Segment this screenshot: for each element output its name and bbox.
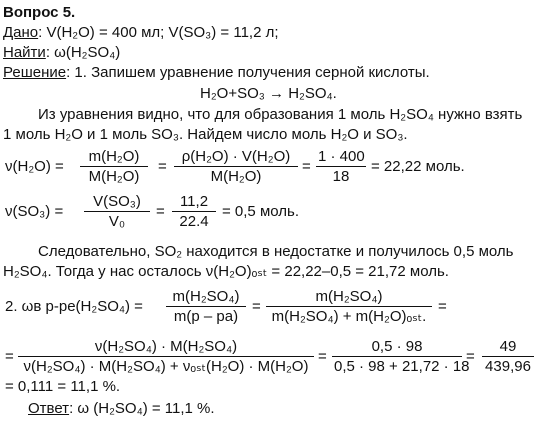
solution-text: : 1. Запишем уравнение получения серной кислоты. (66, 64, 430, 81)
eq2-lhs: ν(SO₃) = (5, 203, 64, 220)
find-text: : ω(H₂SO₄) (45, 44, 121, 61)
paragraph-1-line-1: Из уравнения видно, что для образования 1 моль H₂SO₄ нужно взять (38, 106, 523, 123)
eq3-equals-a: = (252, 298, 261, 315)
eq4-fraction-3 (482, 338, 534, 375)
find-line (3, 44, 120, 62)
eq3-lhs: 2. ωв р-ре(H₂SO₄) = (5, 298, 143, 315)
paragraph-2-line-2: H₂SO₄. Тогда у нас осталось ν(H₂O)ₒₛₜ = 22,22–0,5 = 21,72 моль. (3, 263, 449, 280)
given-label: Дано (3, 24, 39, 41)
eq2-f1-numerator: V(SO₃) (84, 193, 150, 212)
eq3-f1-denominator: m(p – pa) (173, 308, 239, 325)
eq4-fraction-2 (332, 338, 470, 375)
reaction-equation: H₂O+SO₃ → H₂SO₄. (200, 85, 337, 102)
eq1-f3-denominator: 18 (332, 168, 350, 185)
eq2-f1-denominator: V₀ (108, 213, 126, 230)
solution-line (3, 64, 430, 82)
eq1-f1-denominator: M(H₂O) (88, 168, 140, 185)
given-line (3, 24, 279, 42)
eq2-fraction-2 (172, 193, 216, 230)
eq3-f1-numerator: m(H₂SO₄) (166, 288, 246, 307)
solution-label: Решение (3, 64, 67, 81)
eq1-equals-a: = (158, 158, 167, 175)
eq1-lhs: ν(H₂O) = (5, 158, 64, 175)
given-text: : V(H₂O) = 400 мл; V(SO₃) = 11,2 л; (38, 24, 279, 41)
eq4-fraction-1 (18, 338, 314, 375)
eq2-result: = 0,5 моль. (222, 203, 300, 220)
paragraph-1-line-2: 1 моль H₂O и 1 моль SO₃. Найдем число моль H₂O и SO₃. (3, 126, 408, 143)
eq4-equals-a: = (318, 348, 327, 365)
eq3-f2-numerator: m(H₂SO₄) (266, 288, 432, 307)
final-result-line: = 0,111 = 11,1 %. (5, 378, 121, 395)
answer-line (28, 400, 215, 418)
eq2-f2-numerator: 11,2 (172, 193, 216, 212)
eq2-equals-a: = (156, 203, 165, 220)
eq4-f3-denominator: 439,96 (485, 358, 531, 375)
eq3-fraction-2 (266, 288, 432, 325)
eq2-f2-denominator: 22.4 (179, 213, 209, 230)
eq1-equals-b: = (302, 158, 311, 175)
eq1-f2-numerator: ρ(H₂O) · V(H₂O) (174, 148, 298, 167)
find-label: Найти (3, 44, 46, 61)
question-title: Вопрос 5. (3, 4, 76, 21)
eq2-fraction-1 (84, 193, 150, 230)
eq4-f2-denominator: 0,5 · 98 + 21,72 · 18 (334, 358, 470, 375)
eq4-f1-numerator: ν(H₂SO₄) · M(H₂SO₄) (18, 338, 314, 357)
paragraph-2-line-1: Следовательно, SO₂ находится в недостатке и получилось 0,5 моль (38, 243, 514, 260)
eq4-lead: = (5, 348, 14, 365)
eq3-fraction-1 (166, 288, 246, 325)
eq4-f1-denominator: ν(H₂SO₄) · M(H₂SO₄) + νₒₛₜ(H₂O) · M(H₂O) (23, 358, 309, 375)
answer-label: Ответ (28, 400, 70, 417)
eq1-f2-denominator: M(H₂O) (210, 168, 262, 185)
eq1-fraction-3 (316, 148, 366, 185)
eq1-result: = 22,22 моль. (371, 158, 465, 175)
eq1-fraction-1 (80, 148, 148, 185)
eq4-f2-numerator: 0,5 · 98 (332, 338, 462, 357)
answer-text: : ω (H₂SO₄) = 11,1 %. (69, 400, 215, 417)
eq4-equals-b: = (466, 348, 475, 365)
eq1-f3-numerator: 1 · 400 (318, 148, 365, 165)
eq3-equals-b: = (438, 298, 447, 315)
eq1-f1-numerator: m(H₂O) (80, 148, 148, 167)
eq1-fraction-2 (174, 148, 298, 185)
eq3-f2-denominator: m(H₂SO₄) + m(H₂O)ₒₛₜ. (271, 308, 427, 325)
eq4-f3-numerator: 49 (482, 338, 534, 357)
